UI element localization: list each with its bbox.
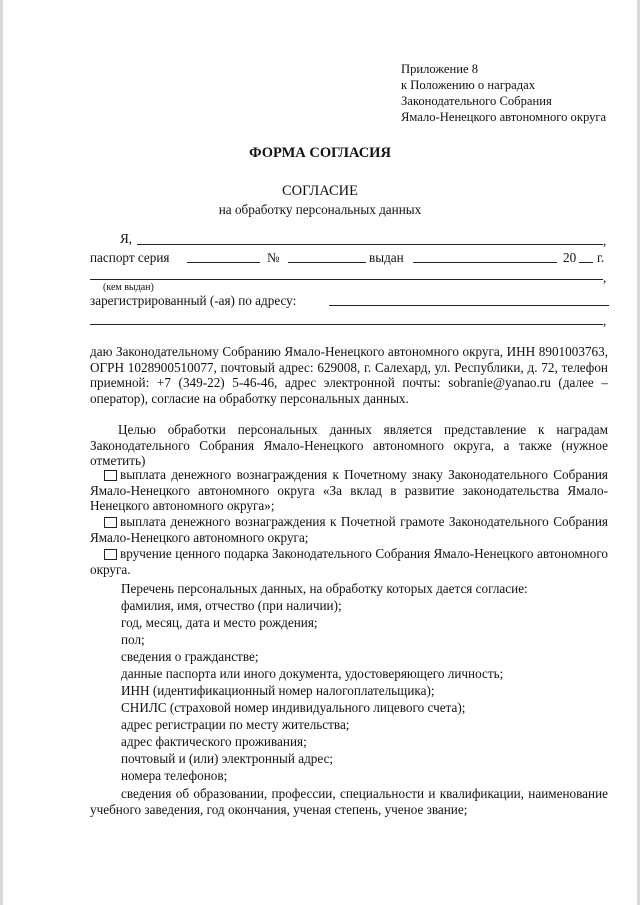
- appendix-line-1: Приложение 8: [401, 62, 479, 76]
- issued-by-field[interactable]: [90, 279, 603, 280]
- address-field-1[interactable]: [329, 305, 609, 306]
- list-item: номера телефонов;: [121, 768, 228, 783]
- list-item: ИНН (идентификационный номер налогоплательщика);: [121, 683, 435, 698]
- issued-by-hint: (кем выдан): [103, 282, 154, 293]
- year-label: 20: [563, 250, 577, 265]
- i-label: Я,: [120, 231, 133, 246]
- address-field-2[interactable]: [90, 324, 603, 325]
- consent-subtitle: на обработку персональных данных: [218, 202, 422, 217]
- list-item: СНИЛС (страховой номер индивидуального лицевого счета);: [121, 700, 466, 715]
- address-label: зарегистрированный (-ая) по адресу:: [90, 293, 297, 308]
- list-item: фамилия, имя, отчество (при наличии);: [121, 598, 342, 613]
- list-item: почтовый и (или) электронный адрес;: [121, 751, 334, 766]
- year-field[interactable]: [579, 262, 593, 263]
- address-comma: ,: [603, 313, 607, 328]
- appendix-line-4: Ямало-Ненецкого автономного округа: [401, 110, 607, 124]
- list-item: пол;: [121, 632, 145, 647]
- option-text-3: вручение ценного подарка Законодательного Собрания Ямало-Ненецкого автономного округа.: [90, 546, 608, 577]
- option-text-2: выплата денежного вознаграждения к Почетной грамоте Законодательного Собрания Ямало-Ненецкого автономного округа;: [90, 514, 608, 545]
- list-item: данные паспорта или иного документа, удостоверяющего личность;: [121, 666, 504, 681]
- data-list-intro: Перечень персональных данных, на обработку которых дается согласие:: [121, 581, 528, 596]
- appendix-line-3: Законодательного Собрания: [401, 94, 552, 108]
- full-name-field[interactable]: [137, 244, 603, 245]
- consent-paragraph: даю Законодательному Собранию Ямало-Ненецкого автономного округа, ИНН 8901003763, ОГРН 1028900510077, почтовый адрес: 629008, г. Салехард, ул. Республики, д. 72, телефон приемной: +7 (349-22) 5-46-46, адрес электронной почты: sobranie@yanao.ru (далее – оператор), согласие на обработку персональных данных.: [90, 344, 608, 406]
- form-title: ФОРМА СОГЛАСИЯ: [249, 145, 391, 161]
- full-name-comma: ,: [603, 233, 607, 248]
- issued-date-field[interactable]: [413, 262, 557, 263]
- appendix-line-2: к Положению о наградах: [401, 78, 536, 92]
- list-item-education: сведения об образовании, профессии, специальности и квалификации, наименование учебного заведения, год окончания, ученая степень, ученое звание;: [90, 786, 608, 817]
- list-item: адрес фактического проживания;: [121, 734, 307, 749]
- option-text-1: выплата денежного вознаграждения к Почетному знаку Законодательного Собрания Ямало-Ненецкого автономного округа «За вклад в развитие законодательства Ямало-Ненецкого автономного округа»;: [90, 467, 608, 514]
- list-item: адрес регистрации по месту жительства;: [121, 717, 350, 732]
- passport-number-label: №: [267, 250, 280, 265]
- passport-series-label: паспорт серия: [90, 250, 170, 265]
- passport-series-field[interactable]: [187, 262, 260, 263]
- year-suffix: г.: [597, 250, 605, 265]
- list-item: год, месяц, дата и место рождения;: [121, 615, 318, 630]
- consent-title: СОГЛАСИЕ: [281, 183, 359, 199]
- passport-number-field[interactable]: [288, 262, 366, 263]
- scan-edge-left: [0, 0, 3, 905]
- issued-label: выдан: [369, 250, 404, 265]
- list-item: сведения о гражданстве;: [121, 649, 259, 664]
- purpose-paragraph: Целью обработки персональных данных является представление к наградам Законодательного Собрания Ямало-Ненецкого автономного округа, а также (нужное отметить): [90, 422, 608, 469]
- issued-by-comma: ,: [603, 270, 607, 285]
